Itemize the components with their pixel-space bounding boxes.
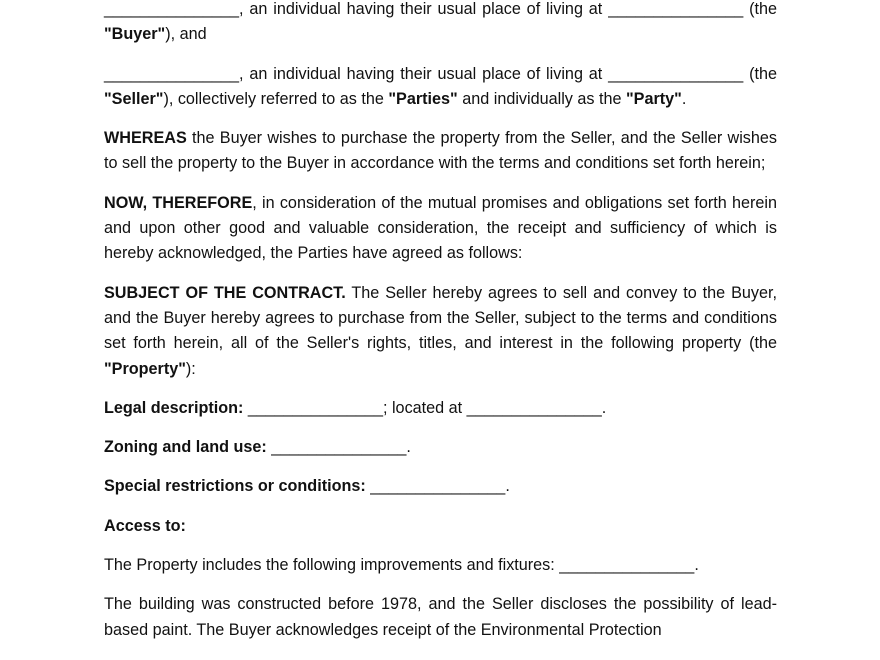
special-restrictions-blank: _______________ (370, 477, 506, 496)
legal-description-line (104, 396, 777, 421)
improvements-line (104, 553, 777, 578)
special-end: . (505, 477, 510, 496)
legal-location-blank: _______________ (466, 398, 602, 417)
buyer-pre-term: (the (743, 0, 777, 18)
property-defined-term: "Property" (104, 359, 186, 378)
whereas-text: the Buyer wishes to purchase the property from the Seller, and the Seller wishes to sell the property to the Buyer in accordance with the terms and conditions set forth herein; (104, 129, 777, 173)
legal-end: . (601, 398, 607, 417)
subject-clause (104, 281, 777, 382)
improvements-end: . (694, 556, 699, 575)
seller-end: . (681, 89, 687, 108)
buyer-address-blank-1: _______________ (104, 0, 240, 18)
buyer-post-term: ), and (165, 25, 207, 44)
special-restrictions-line (104, 474, 777, 499)
buyer-clause-text: , an individual having their usual place of living at (239, 0, 603, 18)
buyer-defined-term: "Buyer" (104, 25, 166, 44)
seller-address-blank: _______________ (608, 64, 744, 83)
seller-name-blank: _______________ (104, 64, 240, 83)
seller-mid-1: ), collectively referred to as the (163, 89, 389, 108)
now-therefore-clause (104, 191, 777, 267)
legal-mid: ; located at (382, 398, 467, 417)
seller-pre-term: (the (749, 64, 777, 83)
legal-description-blank: _______________ (247, 398, 383, 417)
zoning-label: Zoning and land use: (104, 438, 267, 457)
improvements-text: The Property includes the following improvements and fixtures: (104, 556, 560, 575)
lead-paint-text: The building was constructed before 1978, and the Seller discloses the possibility of lead-based paint. The Buyer acknowledges receipt of the Environmental Protection (104, 595, 777, 639)
subject-end: ): (185, 359, 196, 378)
party-defined-term: "Party" (626, 89, 682, 108)
whereas-heading: WHEREAS (104, 129, 187, 148)
subject-text: The Seller hereby agrees to sell and convey to the Buyer, and the Buyer hereby agrees to purchase from the Seller, subject to the terms and conditions set forth herein, all of the Seller's rights, titles, and interest in the following property (the (104, 283, 778, 353)
buyer-address-blank-2: _______________ (608, 0, 744, 18)
subject-heading: SUBJECT OF THE CONTRACT. (104, 283, 346, 302)
lead-paint-clause (104, 592, 777, 643)
now-therefore-heading: NOW, THEREFORE (104, 193, 253, 212)
legal-description-label: Legal description: (104, 398, 244, 417)
parties-defined-term: "Parties" (388, 89, 458, 108)
seller-defined-term: "Seller" (104, 89, 164, 108)
buyer-clause (104, 0, 777, 48)
seller-clause-text: , an individual having their usual place of living at (239, 64, 609, 83)
seller-mid-2: and individually as the (457, 89, 626, 108)
zoning-blank: _______________ (271, 438, 407, 457)
seller-clause (104, 62, 777, 113)
improvements-blank: _______________ (559, 556, 695, 575)
access-label: Access to: (104, 516, 186, 535)
whereas-clause (104, 126, 777, 177)
zoning-end: . (406, 438, 411, 457)
document-body (104, 0, 777, 657)
access-line (104, 514, 777, 539)
zoning-line (104, 435, 777, 460)
now-therefore-text: , in consideration of the mutual promises and obligations set forth herein and upon other good and valuable consideration, the receipt and sufficiency of which is hereby acknowledged, the Parties have agreed as follows: (104, 193, 777, 263)
special-restrictions-label: Special restrictions or conditions: (104, 477, 366, 496)
